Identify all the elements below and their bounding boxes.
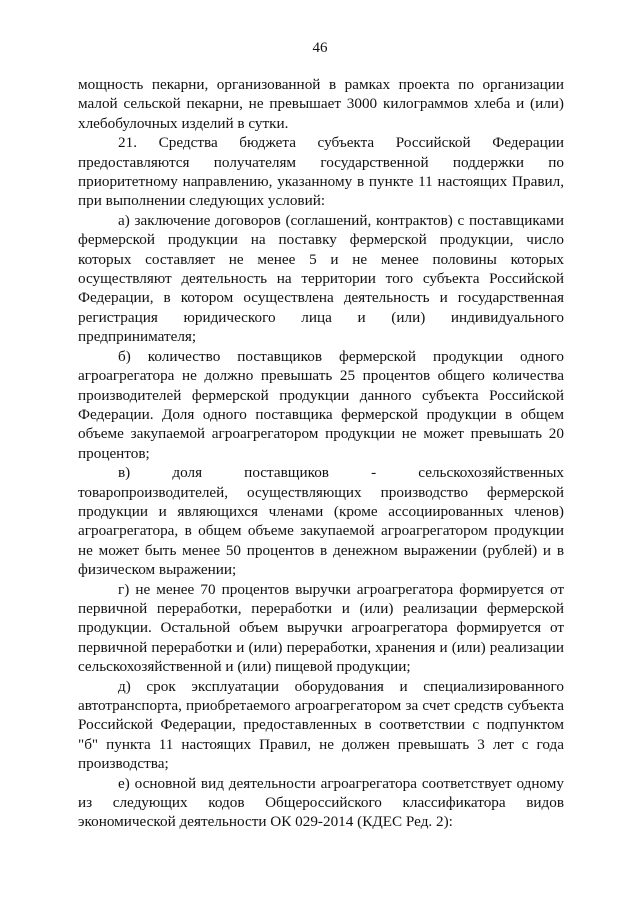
- paragraph-continuation: мощность пекарни, организованной в рамках проекта по организации малой сельской пекарни, не превышает 3000 килограммов хлеба и (или) хлебобулочных изделий в сутки.: [78, 76, 564, 132]
- document-body: [78, 75, 564, 832]
- paragraph-item-e: е) основной вид деятельности агроагрегатора соответствует одному из следующих кодов Общероссийского классификатора видов экономической деятельности ОК 029-2014 (КДЕС Ред. 2):: [78, 774, 564, 831]
- page-number: 46: [312, 40, 328, 56]
- paragraph-item-g: г) не менее 70 процентов выручки агроагрегатора формируется от первичной переработки, переработки и (или) реализации фермерской продукции. Остальной объем выручки агроагрегатора формируется от первичной переработки и (или) переработки, хранения и (или) реализации сельскохозяйственной и (или) пищевой продукции;: [78, 580, 564, 676]
- paragraph-item-a: а) заключение договоров (соглашений, контрактов) с поставщиками фермерской продукции на поставку фермерской продукции, число которых составляет не менее 5 и не менее половины которых осуществляют деятельность на территории того субъекта Российской Федерации, в котором осуществлена деятельность и государственная регистрация юридического лица и (или) индивидуального предпринимателя;: [78, 211, 564, 346]
- paragraph-item-v: в) доля поставщиков - сельскохозяйственных товаропроизводителей, осуществляющих производство фермерской продукции и являющихся членами (кроме ассоциированных членов) агроагрегатора, в общем объеме закупаемой агроагрегатором продукции не может быть менее 50 процентов в денежном выражении (рублей) и в физическом выражении;: [78, 464, 564, 579]
- paragraph-clause-21: 21. Средства бюджета субъекта Российской Федерации предоставляются получателям государственной поддержки по приоритетному направлению, указанному в пункте 11 настоящих Правил, при выполнении следующих условий:: [78, 134, 564, 210]
- paragraph-item-b: б) количество поставщиков фермерской продукции одного агроагрегатора не должно превышать 25 процентов общего количества производителей фермерской продукции данного субъекта Российской Федерации. Доля одного поставщика фермерской продукции в общем объеме закупаемой агроагрегатором продукции не может превышать 20 процентов;: [78, 347, 564, 462]
- paragraph-item-d: д) срок эксплуатации оборудования и специализированного автотранспорта, приобретаемого агроагрегатором за счет средств субъекта Российской Федерации, предоставленных в соответствии с подпунктом "б" пункта 11 настоящих Правил, не должен превышать 3 лет с года производства;: [78, 677, 564, 773]
